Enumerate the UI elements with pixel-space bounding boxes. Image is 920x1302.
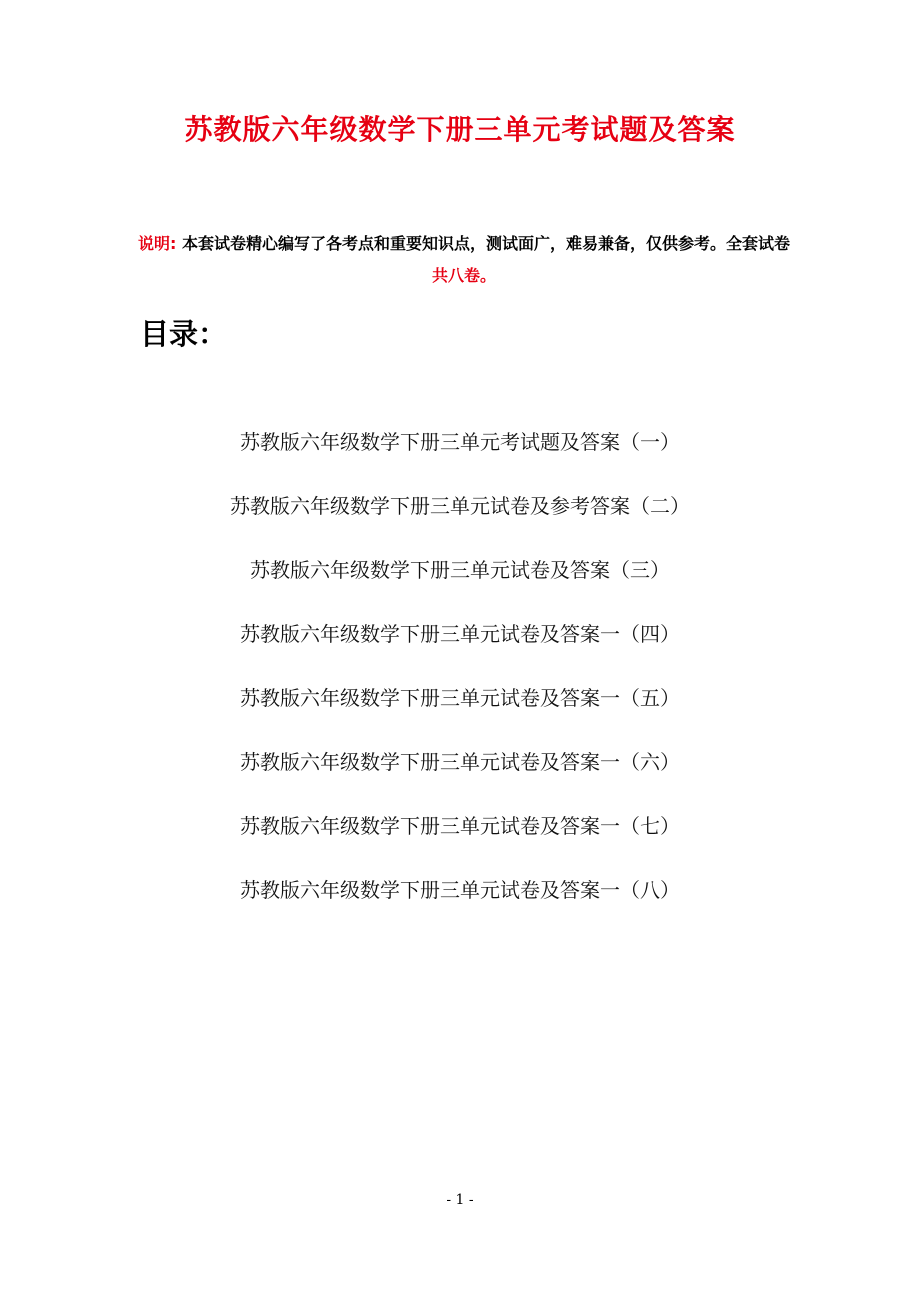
toc-item-2: 苏教版六年级数学下册三单元试卷及参考答案（二） — [230, 494, 690, 518]
table-of-contents — [0, 424, 920, 936]
page-number: - 1 - — [446, 1192, 474, 1208]
note-label: 说明: — [138, 234, 177, 253]
document-title: 苏教版六年级数学下册三单元考试题及答案 — [184, 113, 736, 146]
toc-heading: 目录： — [140, 317, 228, 351]
description-note — [138, 228, 790, 292]
toc-item-8: 苏教版六年级数学下册三单元试卷及答案一（八） — [240, 878, 680, 902]
toc-item-1: 苏教版六年级数学下册三单元考试题及答案（一） — [240, 430, 680, 454]
toc-item-7: 苏教版六年级数学下册三单元试卷及答案一（七） — [240, 814, 680, 838]
toc-item-3: 苏教版六年级数学下册三单元试卷及答案（三） — [250, 558, 670, 582]
toc-item-6: 苏教版六年级数学下册三单元试卷及答案一（六） — [240, 750, 680, 774]
toc-item-5: 苏教版六年级数学下册三单元试卷及答案一（五） — [240, 686, 680, 710]
note-highlight: 共八卷。 — [431, 266, 496, 285]
toc-item-4: 苏教版六年级数学下册三单元试卷及答案一（四） — [240, 622, 680, 646]
note-text: 本套试卷精心编写了各考点和重要知识点，测试面广，难易兼备，仅供参考。全套试卷 — [176, 234, 790, 253]
